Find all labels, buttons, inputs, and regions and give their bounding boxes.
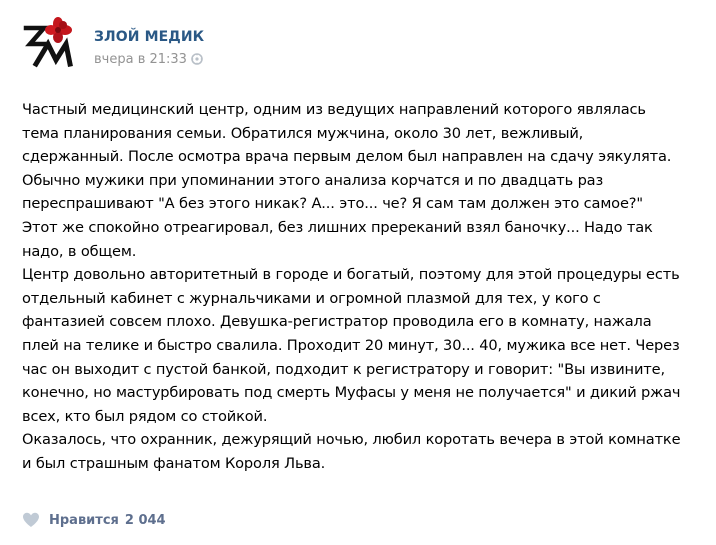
post-timestamp[interactable]: вчера в 21:33 [94,51,187,67]
like-button[interactable] [22,512,166,528]
author-name[interactable]: ЗЛОЙ МЕДИК [94,29,205,45]
post-text-line: Частный медицинский центр, одним из ведущих направлений которого являлась [22,101,646,118]
post-text-line: сдержанный. После осмотра врача первым делом был направлен на сдачу эякулята. [22,148,672,166]
clock-icon [191,53,203,65]
post-text-line: отдельный кабинет с журнальчиками и огромной плазмой для тех, у кого с [22,289,601,307]
post-text-line: и был страшным фанатом Короля Льва. [22,454,326,472]
post-text-line: переспрашивают "А без этого никак? А... это... че? Я сам там должен это самое?" [22,195,643,213]
post-text-line: Обычно мужики при упоминании этого анализа корчатся и по двадцать раз [22,171,604,189]
post-meta [94,50,203,68]
post-text-line: конечно, но мастурбировать под смерть Муфасы у меня не получается" и дикий ржач [22,384,681,402]
post-text-line: надо, в общем. [22,242,137,260]
post-text-line: тема планирования семьи. Обратился мужчина, около 30 лет, вежливый, [22,124,584,142]
post-text-line: фантазией совсем плохо. Девушка-регистратор проводила его в комнату, нажала [22,313,652,331]
post-text-line: Центр довольно авторитетный в городе и богатый, поэтому для этой процедуры есть [22,266,680,284]
post-text-line: Оказалось, что охранник, дежурящий ночью, любил коротать вечера в этой комнатке [22,431,681,449]
avatar[interactable] [22,14,82,74]
like-label: Нравится [49,512,119,528]
post-header [22,14,682,74]
post-text-line: час он выходит с пустой банкой, подходит к регистратору и говорит: "Вы извините, [22,360,665,378]
heart-icon [22,512,40,528]
post-text-line: плей на телике и быстро свалила. Проходит 20 минут, 30... 40, мужика все нет. Через [22,336,680,354]
post-text-line: Этот же спокойно отреагировал, без лишних пререканий взял баночку... Надо так [22,218,653,236]
post-text [22,98,702,476]
post-footer [22,508,166,532]
zm-logo-icon [22,14,82,74]
post-text-line: всех, кто был рядом со стойкой. [22,407,268,425]
like-count: 2 044 [124,512,166,528]
